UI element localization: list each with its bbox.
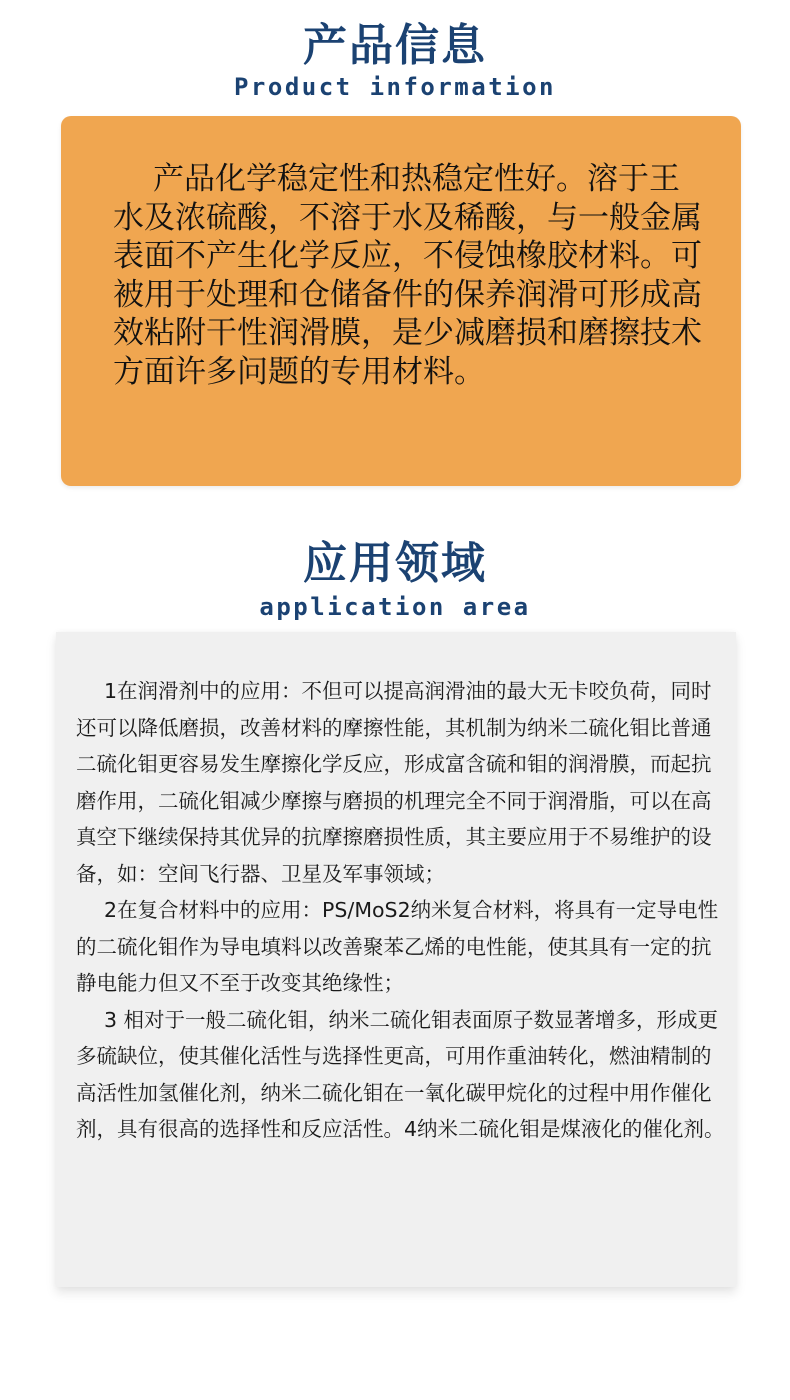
application-paragraph-lubricant: 1在润滑剂中的应用：不但可以提高润滑油的最大无卡咬负荷，同时还可以降低磨损，改善材料的摩擦性能，其机制为纳米二硫化钼比普通二硫化钼更容易发生摩擦化学反应，形成富含硫和钼的润滑膜，而起抗磨作用，二硫化钼减少摩擦与磨损的机理完全不同于润滑脂，可以在高真空下继续保持其优异的抗摩擦磨损性质，其主要应用于不易维护的设备，如：空间飞行器、卫星及军事领域； — [76, 679, 712, 886]
product-info-description: 产品化学稳定性和热稳定性好。溶于王水及浓硫酸，不溶于水及稀酸，与一般金属表面不产生化学反应，不侵蚀橡胶材料。可被用于处理和仓储备件的保养润滑可形成高效粘附干性润滑膜，是少减磨损和磨擦技术方面许多问题的专用材料。 — [113, 161, 702, 390]
application-area-title: 应用领域 — [303, 538, 487, 589]
application-area-text — [76, 673, 726, 1148]
application-area-subtitle: application area — [259, 593, 531, 621]
application-paragraph-composite: 2在复合材料中的应用：PS/MoS2纳米复合材料，将具有一定导电性的二硫化钼作为导电填料以改善聚苯乙烯的电性能，使其具有一定的抗静电能力但又不至于改变其绝缘性； — [76, 898, 719, 995]
product-info-title: 产品信息 — [303, 20, 487, 71]
application-paragraph-catalyst: 3 相对于一般二硫化钼，纳米二硫化钼表面原子数显著增多，形成更多硫缺位，使其催化活性与选择性更高，可用作重油转化，燃油精制的高活性加氢催化剂，纳米二硫化钼在一氧化碳甲烷化的过程中用作催化剂，具有很高的选择性和反应活性。4纳米二硫化钼是煤液化的催化剂。 — [76, 1007, 725, 1141]
product-info-subtitle: Product information — [233, 73, 557, 101]
application-area-card — [56, 632, 736, 1287]
product-info-card — [61, 116, 741, 486]
